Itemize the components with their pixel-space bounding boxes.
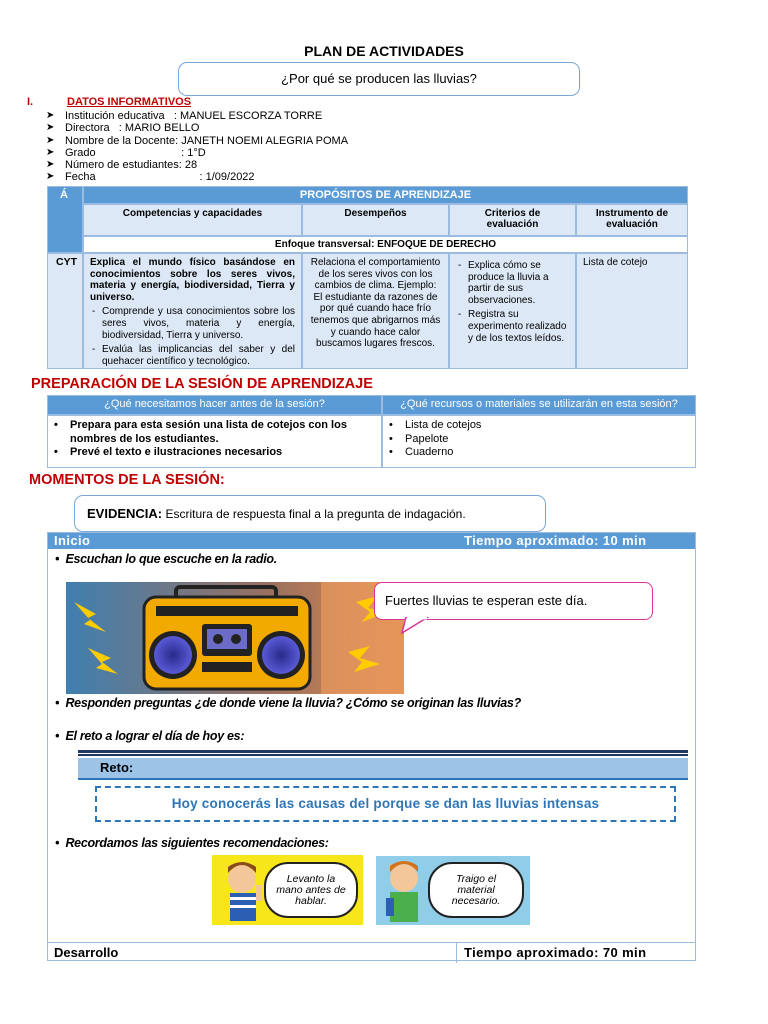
speech-bubble: Fuertes lluvias te esperan este día. xyxy=(374,582,653,620)
desarrollo-label: Desarrollo xyxy=(54,945,119,960)
desarrollo-footer xyxy=(48,942,695,962)
info-key: Grado xyxy=(65,146,96,159)
competencias-cell xyxy=(83,253,302,369)
info-row xyxy=(46,159,348,171)
bullet-text: Escuchan lo que escuche en la radio. xyxy=(65,552,277,566)
question-box: ¿Por qué se producen las lluvias? xyxy=(178,62,580,96)
col-criterios: Criterios de evaluación xyxy=(449,204,576,236)
reto-top-rule xyxy=(78,750,688,753)
reto-rule xyxy=(78,754,688,756)
footer-divider xyxy=(456,943,457,963)
criterios-cell xyxy=(449,253,576,369)
speech-tail xyxy=(398,617,438,635)
info-list xyxy=(46,110,348,184)
bullet-text: El reto a lograr el día de hoy es: xyxy=(65,729,245,743)
col-desempenos: Desempeños xyxy=(302,204,449,236)
radio-image xyxy=(66,582,404,694)
section-label: DATOS INFORMATIVOS xyxy=(67,96,192,108)
inicio-bullet: • Recordamos las siguientes recomendaciones: xyxy=(55,836,329,850)
page-title: PLAN DE ACTIVIDADES xyxy=(304,43,464,59)
bullet-text: Responden preguntas ¿de donde viene la lluvia? ¿Cómo se originan las lluvias? xyxy=(65,696,521,710)
info-value: JANETH NOEMI ALEGRIA POMA xyxy=(181,134,349,147)
criterio-item: - Explica cómo se produce la lluvia a partir de sus observaciones. xyxy=(456,260,569,306)
arrow-bullet-icon: ➤ xyxy=(46,122,55,134)
info-sep: : xyxy=(95,146,188,159)
reto-label: Reto: xyxy=(78,758,688,778)
prep-materials-cell xyxy=(382,415,696,468)
bullet-text: Recordamos las siguientes recomendaciones: xyxy=(65,836,329,850)
info-row xyxy=(46,135,348,147)
inicio-bullet: • Responden preguntas ¿de donde viene la lluvia? ¿Cómo se originan las lluvias? xyxy=(55,696,521,710)
area-header: Á xyxy=(47,186,83,253)
info-key: Institución educativa xyxy=(65,110,165,122)
material-item: • Cuaderno xyxy=(383,446,695,460)
info-value: MARIO BELLO xyxy=(124,122,200,135)
info-key: Directora xyxy=(65,122,110,135)
reto-bar xyxy=(78,750,688,780)
instrumento-cell: Lista de cotejo xyxy=(576,253,688,369)
col-competencias: Competencias y capacidades xyxy=(83,204,302,236)
info-row xyxy=(46,171,348,183)
moments-title: MOMENTOS DE LA SESIÓN: xyxy=(29,472,225,488)
preparation-title: PREPARACIÓN DE LA SESIÓN DE APRENDIZAJE xyxy=(31,376,373,392)
prep-col-before: ¿Qué necesitamos hacer antes de la sesión? xyxy=(47,395,382,415)
info-value: 1°D xyxy=(187,146,206,159)
arrow-bullet-icon: ➤ xyxy=(46,159,55,171)
section-number: I. xyxy=(27,96,34,108)
info-key: Nombre de la Docente xyxy=(65,134,176,147)
info-value: 1/09/2022 xyxy=(205,171,255,184)
inicio-bullet: • El reto a lograr el día de hoy es: xyxy=(55,729,245,743)
info-value: MANUEL ESCORZA TORRE xyxy=(179,110,323,122)
info-row xyxy=(46,110,348,122)
arrow-bullet-icon: ➤ xyxy=(46,171,55,183)
desarrollo-time: Tiempo aproximado: 70 min xyxy=(464,945,647,960)
prep-before-cell xyxy=(47,415,382,468)
material-item: • Papelote xyxy=(383,433,695,447)
info-sep: : xyxy=(109,122,125,135)
arrow-bullet-icon: ➤ xyxy=(46,110,55,121)
criterio-item: - Registra su experimento realizado y de los textos leídos. xyxy=(456,309,569,344)
purposes-table xyxy=(47,186,688,369)
info-key: Fecha xyxy=(65,171,96,184)
desempeno-cell: Relaciona el comportamiento de los seres vivos con los cambios de clima. Ejemplo: El estudiante da razones de por qué cuando hace frío tenemos que abrigarnos más y cuando hace calor buscamos lugares frescos. xyxy=(302,253,449,369)
col-instrumento: Instrumento de evaluación xyxy=(576,204,688,236)
preparation-table xyxy=(47,395,696,468)
area-cell: CYT xyxy=(47,253,83,369)
info-sep: : xyxy=(175,134,182,147)
capacity-item: - Evalúa las implicancias del saber y del quehacer científico y tecnológico. xyxy=(90,344,295,367)
recommendation-card xyxy=(376,856,530,925)
inicio-time: Tiempo aproximado: 10 min xyxy=(464,533,647,548)
prep-before-item: • Prepara para esta sesión una lista de cotejos con los nombres de los estudiantes. xyxy=(48,419,381,446)
prep-col-materials: ¿Qué recursos o materiales se utilizarán en esta sesión? xyxy=(382,395,696,415)
info-row xyxy=(46,122,348,134)
section-heading xyxy=(27,96,191,108)
radio-illustration xyxy=(66,582,404,694)
card-text: Traigo el material necesario. xyxy=(428,862,524,918)
info-value: 28 xyxy=(184,159,198,172)
info-key: Número de estudiantes xyxy=(65,159,179,172)
enfoque-row: Enfoque transversal: ENFOQUE DE DERECHO xyxy=(83,236,688,253)
info-sep: : xyxy=(178,159,185,172)
capacity-item: - Comprende y usa conocimientos sobre los seres vivos, materia y energía, biodiversidad, Tierra y universo. xyxy=(90,306,295,341)
arrow-bullet-icon: ➤ xyxy=(46,134,55,146)
reto-bottom-rule xyxy=(78,778,688,780)
info-sep: : xyxy=(95,171,206,184)
inicio-header xyxy=(48,533,695,549)
evidence-label: EVIDENCIA: xyxy=(87,506,163,521)
material-item: • Lista de cotejos xyxy=(383,419,695,433)
inicio-label: Inicio xyxy=(54,533,91,548)
arrow-bullet-icon: ➤ xyxy=(46,146,55,158)
reto-text: Hoy conocerás las causas del porque se dan las lluvias intensas xyxy=(95,786,676,822)
recommendation-card xyxy=(212,855,363,925)
info-sep: : xyxy=(164,110,180,122)
card-text: Levanto la mano antes de hablar. xyxy=(264,862,358,918)
purposes-header: PROPÓSITOS DE APRENDIZAJE xyxy=(83,186,688,204)
evidence-text: Escritura de respuesta final a la pregunta de indagación. xyxy=(165,507,466,521)
info-row xyxy=(46,147,348,159)
evidence-box xyxy=(74,495,546,532)
prep-before-item: • Prevé el texto e ilustraciones necesarios xyxy=(48,446,381,460)
competence-main: Explica el mundo físico basándose en conocimientos sobre los seres vivos, materia y energía, biodiversidad, Tierra y universo. xyxy=(90,257,295,303)
inicio-bullet: • Escuchan lo que escuche en la radio. xyxy=(55,552,277,566)
